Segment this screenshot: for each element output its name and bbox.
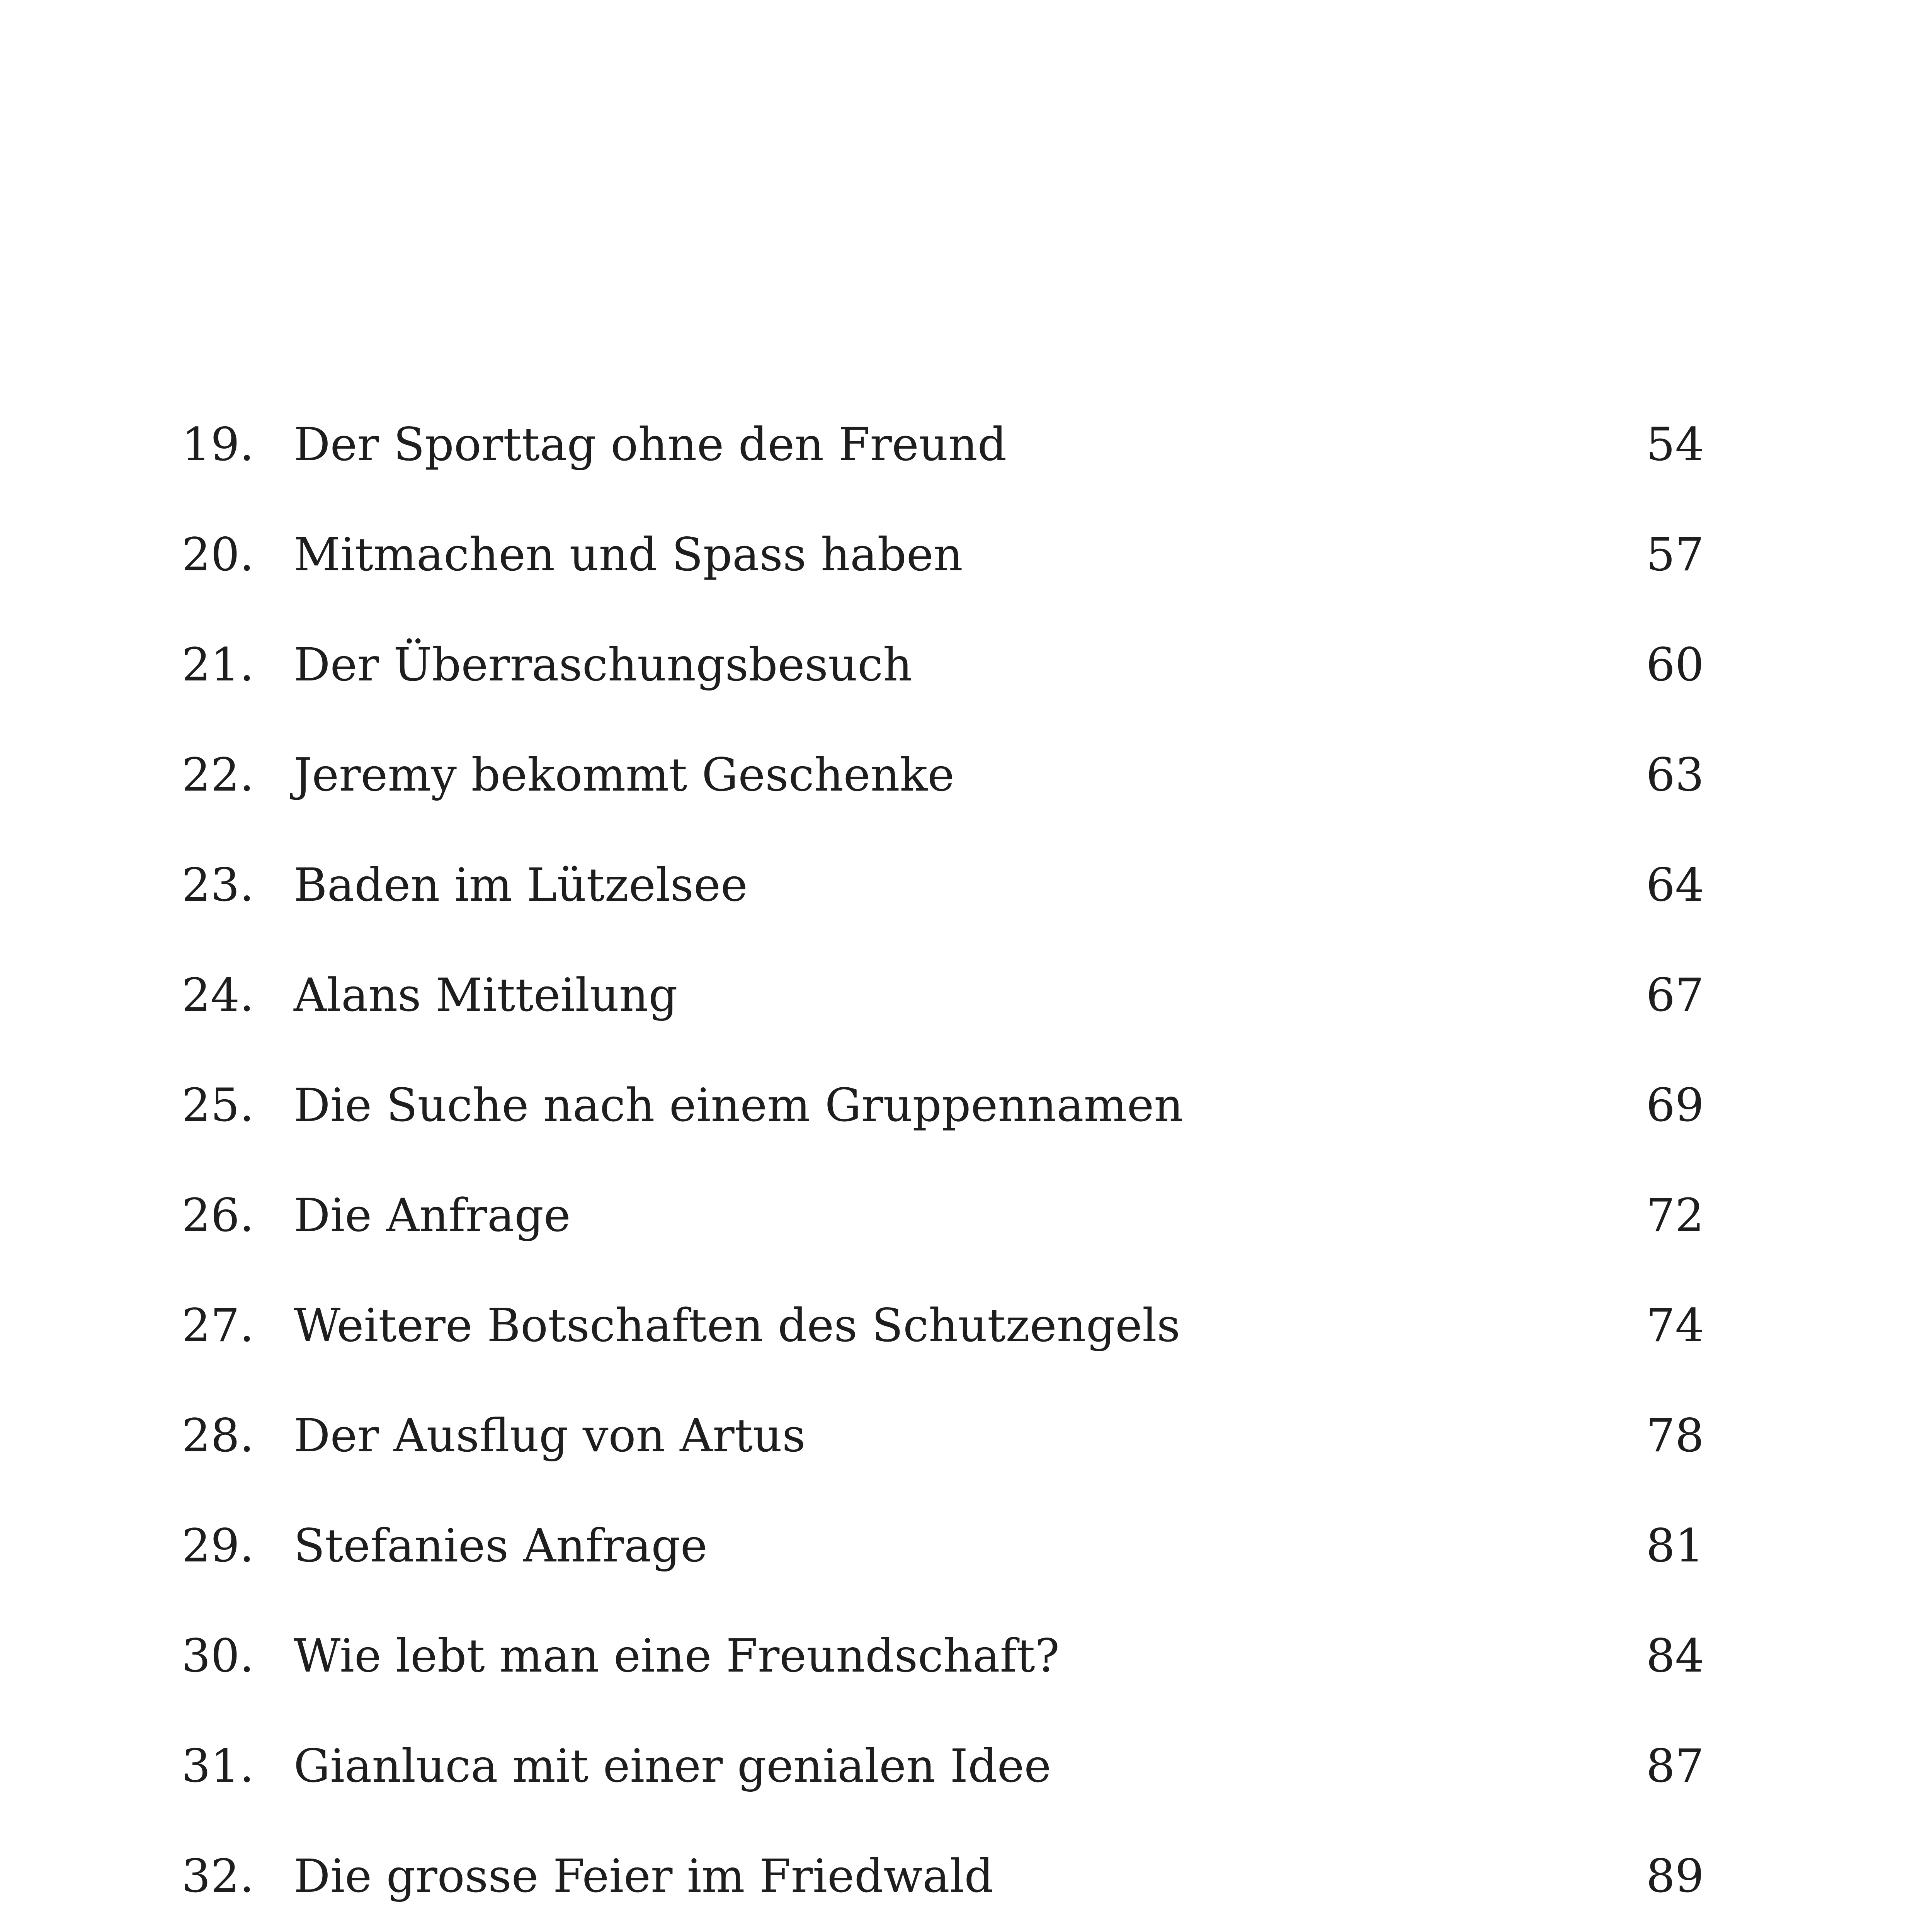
toc-entry bbox=[182, 1621, 1704, 1690]
chapter-number: 31. bbox=[182, 1739, 254, 1793]
chapter-number: 20. bbox=[182, 528, 254, 581]
chapter-number: 24. bbox=[182, 968, 254, 1022]
chapter-page-number: 72 bbox=[1646, 1189, 1704, 1242]
chapter-number: 21. bbox=[182, 638, 254, 691]
chapter-number: 19. bbox=[182, 418, 254, 471]
chapter-page-number: 87 bbox=[1646, 1739, 1704, 1793]
toc-entry bbox=[182, 1731, 1704, 1801]
toc-entry bbox=[182, 1180, 1704, 1250]
chapter-title: Der Ausflug von Artus bbox=[294, 1409, 806, 1462]
toc-entry bbox=[182, 850, 1704, 920]
chapter-page-number: 84 bbox=[1646, 1629, 1704, 1682]
toc-entry bbox=[182, 1070, 1704, 1140]
chapter-title: Jeremy bekommt Geschenke bbox=[294, 748, 954, 801]
chapter-title: Mitmachen und Spass haben bbox=[294, 528, 963, 581]
chapter-title: Der Überraschungsbesuch bbox=[294, 638, 913, 691]
chapter-title: Stefanies Anfrage bbox=[294, 1519, 708, 1572]
chapter-title: Die Suche nach einem Gruppennamen bbox=[294, 1078, 1184, 1132]
toc-entry bbox=[182, 1401, 1704, 1470]
chapter-number: 28. bbox=[182, 1409, 254, 1462]
chapter-title: Weitere Botschaften des Schutzengels bbox=[294, 1299, 1180, 1352]
chapter-page-number: 63 bbox=[1646, 748, 1704, 801]
chapter-number: 30. bbox=[182, 1629, 254, 1682]
chapter-page-number: 54 bbox=[1646, 418, 1704, 471]
chapter-title: Alans Mitteilung bbox=[294, 968, 678, 1022]
chapter-title: Der Sporttag ohne den Freund bbox=[294, 418, 1007, 471]
chapter-page-number: 78 bbox=[1646, 1409, 1704, 1462]
chapter-title: Baden im Lützelsee bbox=[294, 858, 748, 912]
toc-entry bbox=[182, 960, 1704, 1030]
chapter-page-number: 57 bbox=[1646, 528, 1704, 581]
chapter-page-number: 64 bbox=[1646, 858, 1704, 912]
chapter-page-number: 74 bbox=[1646, 1299, 1704, 1352]
toc-entry bbox=[182, 740, 1704, 810]
chapter-page-number: 67 bbox=[1646, 968, 1704, 1022]
chapter-page-number: 69 bbox=[1646, 1078, 1704, 1132]
chapter-page-number: 81 bbox=[1646, 1519, 1704, 1572]
chapter-number: 25. bbox=[182, 1078, 254, 1132]
toc-entry bbox=[182, 520, 1704, 589]
chapter-title: Die Anfrage bbox=[294, 1189, 571, 1242]
chapter-number: 29. bbox=[182, 1519, 254, 1572]
chapter-title: Die grosse Feier im Friedwald bbox=[294, 1849, 994, 1903]
chapter-number: 32. bbox=[182, 1849, 254, 1903]
toc-entry bbox=[182, 1291, 1704, 1360]
chapter-number: 22. bbox=[182, 748, 254, 801]
toc-entry bbox=[182, 1841, 1704, 1911]
toc-entry bbox=[182, 1511, 1704, 1580]
chapter-title: Wie lebt man eine Freundschaft? bbox=[294, 1629, 1060, 1682]
toc-entry bbox=[182, 630, 1704, 699]
chapter-number: 26. bbox=[182, 1189, 254, 1242]
chapter-number: 23. bbox=[182, 858, 254, 912]
chapter-number: 27. bbox=[182, 1299, 254, 1352]
chapter-title: Gianluca mit einer genialen Idee bbox=[294, 1739, 1051, 1793]
chapter-page-number: 60 bbox=[1646, 638, 1704, 691]
toc-entry bbox=[182, 410, 1704, 479]
chapter-page-number: 89 bbox=[1646, 1849, 1704, 1903]
